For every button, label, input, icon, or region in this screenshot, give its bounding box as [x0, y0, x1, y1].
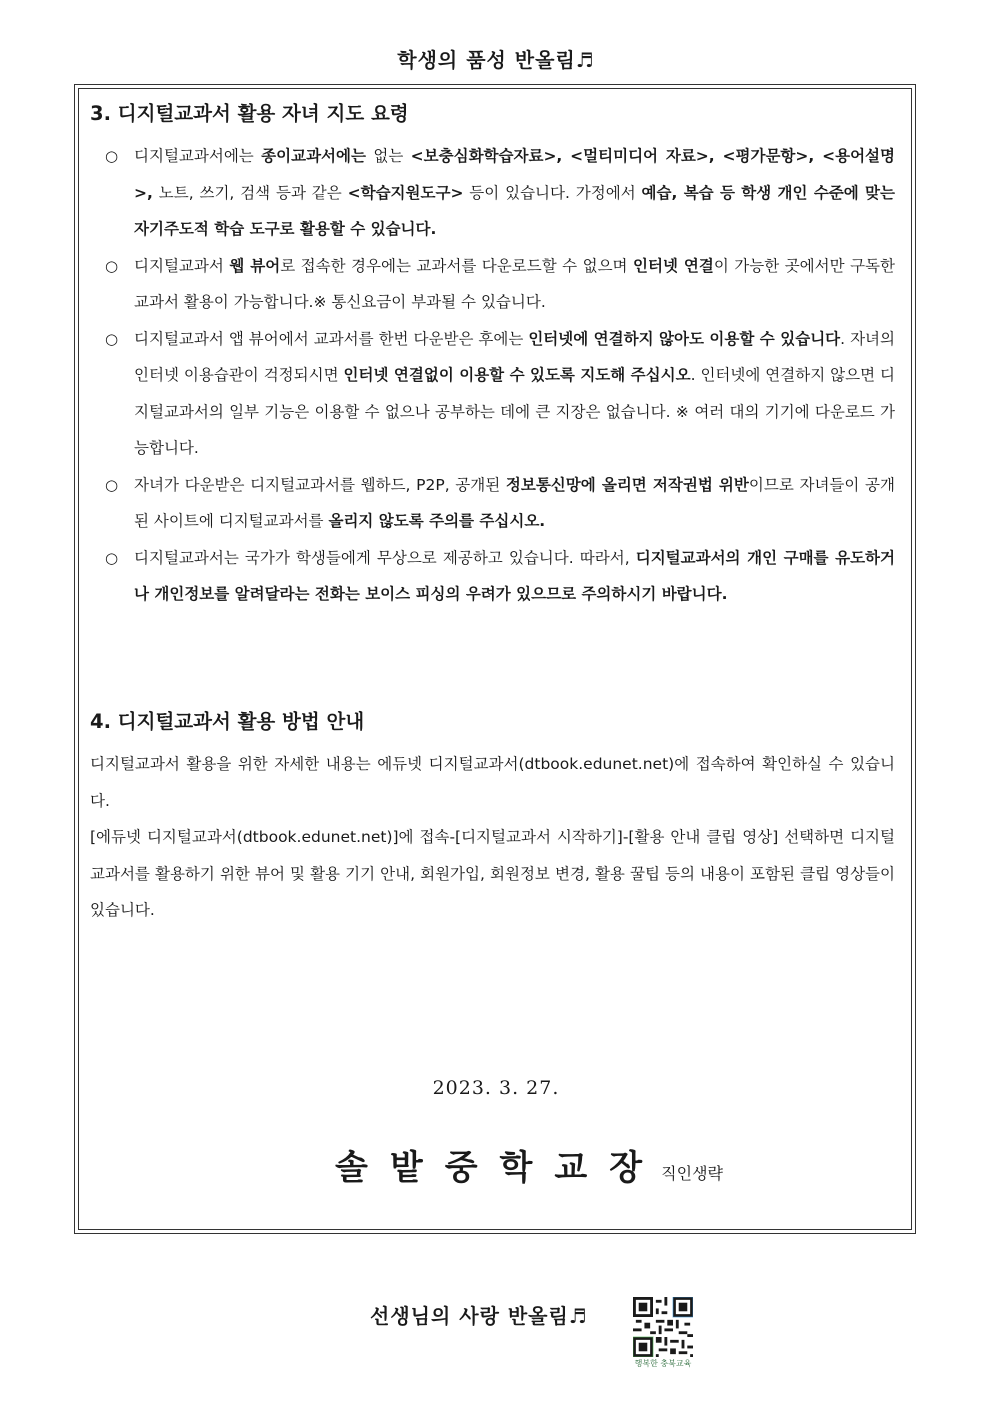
qr-caption: 행복한 충북교육 [634, 1359, 692, 1368]
bold-text: 인터넷 연결 [633, 256, 714, 275]
bold-text: <학습지원도구> [347, 183, 464, 202]
bold-text: 예습, 복습 등 학생 개인 수준에 맞는 자기주도적 학습 도구로 활용할 수 있습니다. [134, 183, 896, 238]
text: 로 접속한 경우에는 교과서를 다운로드할 수 없으며 [280, 256, 634, 275]
section4-body [90, 746, 895, 929]
bold-text: 올리지 않도록 주의를 주십시오. [328, 512, 546, 530]
bold-text: 인터넷에 연결하지 않아도 이용할 수 있습니다 [528, 329, 841, 348]
bullet-circle-icon: ○ [105, 548, 119, 567]
bullet-item-2 [90, 248, 895, 321]
qr-code-icon [633, 1297, 693, 1357]
principal-signature [335, 1140, 723, 1189]
main-content [90, 100, 896, 919]
text: . 인터넷에 연결하지 않으면 디지털교과서의 일부 기능은 이용할 수 없으나 공부하는 데에 큰 지장은 없습니다. ※ 여러 대의 기기에 다운로드 가능합니다. [134, 366, 896, 457]
bullet-item-4 [90, 467, 895, 540]
section4-heading: 4. 디지털교과서 활용 방법 안내 [90, 710, 365, 733]
section4-paragraph-1: 디지털교과서 활용을 위한 자세한 내용는 에듀넷 디지털교과서(dtbook.edunet.net)에 접속하여 확인하실 수 있습니다. [90, 755, 895, 810]
section4-paragraph-2: [에듀넷 디지털교과서(dtbook.edunet.net)]에 접속-[디지털교과서 시작하기]-[활용 안내 클립 영상] 선택하면 디지털교과서를 활용하기 위한 뷰어 및 활용 기기 안내, 회원가입, 회원정보 변경, 활용 꿀팁 등의 내용이 포함된 클립 영상들이 있습니다. [90, 828, 895, 919]
section3-bullet-list [90, 138, 895, 613]
bullet-circle-icon: ○ [105, 475, 119, 494]
page-header-title: 학생의 품성 반올림♬ [397, 48, 595, 72]
text: 디지털교과서 [134, 256, 230, 275]
principal-name: 솔밭중학교장 [335, 1148, 665, 1188]
bold-text: 종이교과서에는 [261, 147, 366, 165]
bullet-item-3 [90, 321, 895, 467]
text: 디지털교과서 앱 뷰어에서 교과서를 한번 다운받은 후에는 [134, 329, 529, 348]
bullet-circle-icon: ○ [105, 329, 119, 348]
text: 이 가능한 곳에서만 구독한 교과서 활용이 가능합니다.※ 통신요금이 부과될 수 있습니다. [134, 256, 895, 311]
bold-text: 디지털교과서의 개인 구매를 유도하거나 개인정보를 알려달라는 전화는 보이스 피싱의 우려가 있으므로 주의하시기 바랍니다. [134, 548, 895, 603]
bold-text: 정보통신망에 올리면 저작권법 위반 [505, 475, 749, 494]
bullet-circle-icon: ○ [105, 256, 119, 275]
text: 디지털교과서에는 [134, 147, 262, 165]
bullet-circle-icon: ○ [105, 147, 119, 165]
document-date: 2023. 3. 27. [432, 1077, 560, 1099]
bold-text: 웹 뷰어 [229, 256, 281, 275]
seal-omitted-note: 직인생략 [661, 1164, 723, 1183]
text: 노트, 쓰기, 검색 등과 같은 [152, 183, 348, 202]
text: 없는 [365, 147, 411, 165]
bullet-item-5 [90, 540, 895, 613]
text: . 자녀의 인터넷 이용습관이 걱정되시면 [134, 329, 895, 384]
bullet-item-1 [90, 138, 895, 248]
page-footer-title: 선생님의 사랑 반올림♬ [370, 1304, 588, 1328]
text: 등이 있습니다. 가정에서 [463, 183, 642, 202]
text: 이므로 자녀들이 공개된 사이트에 디지털교과서를 [134, 475, 895, 530]
bold-text: <보충심화학습자료>, <멀티미디어 자료>, <평가문항>, <용어설명>, [134, 147, 895, 202]
text: 자녀가 다운받은 디지털교과서를 웹하드, P2P, 공개된 [134, 475, 506, 494]
text: 디지털교과서는 국가가 학생들에게 무상으로 제공하고 있습니다. 따라서, [134, 548, 636, 567]
bold-text: 인터넷 연결없이 이용할 수 있도록 지도해 주십시오 [343, 366, 691, 384]
section3-heading: 3. 디지털교과서 활용 자녀 지도 요령 [90, 102, 409, 125]
